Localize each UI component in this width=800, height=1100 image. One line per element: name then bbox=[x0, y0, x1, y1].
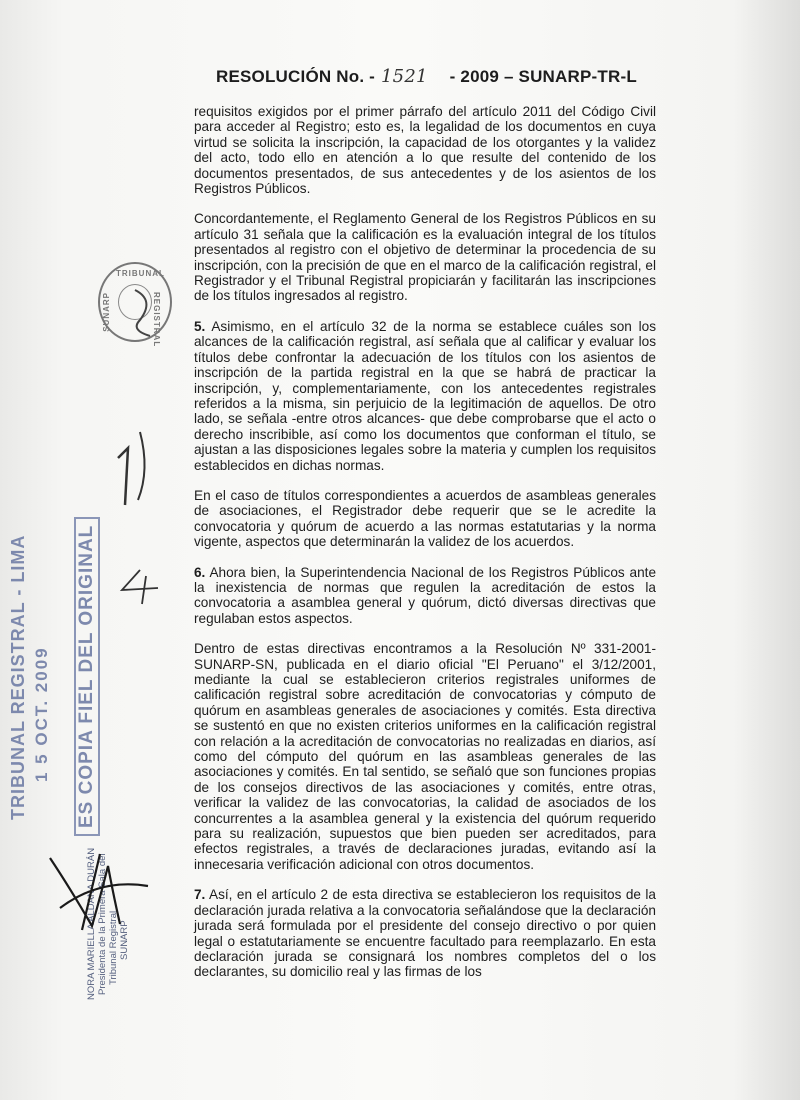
seal-text-left: SUNARP bbox=[102, 292, 111, 332]
date-stamp: 1 5 OCT. 2009 bbox=[32, 646, 51, 782]
paragraph: 5. Asimismo, en el artículo 32 de la norma se establece cuáles son los alcances de la calificación registral, así señala que al calificar y evaluar los títulos debe confrontar la adecuación de los títulos con los asientos de inscripción de la partida registral en la que se habrá de practicar la inscripción, y, complementariamente, con los antecedentes registrales referidos a la misma, sin perjuicio de la legitimación de aquellos. De otro lado, se señala -entre otros alcances- que debe comprobarse que el acto o derecho inscribible, así como los documentos que conforman el título, se ajustan a las disposiciones legales sobre la materia y cumplen los requisitos establecidos en dichas normas. bbox=[194, 318, 656, 473]
page-shadow bbox=[730, 0, 800, 1100]
seal-inner-ring bbox=[118, 284, 152, 320]
paragraph: En el caso de títulos correspondientes a acuerdos de asambleas generales de asociaciones, el Registrador debe requerir que se le acredite la convocatoria y quórum de acuerdo a las normas estatutarias y la norma vigente, aspectos que determinarán la validez de los acuerdos. bbox=[194, 487, 656, 550]
seal-text-top: TRIBUNAL bbox=[116, 269, 165, 278]
header-suffix: - 2009 – SUNARP-TR-L bbox=[449, 67, 637, 86]
seal-text-right: REGISTRAL bbox=[152, 292, 161, 348]
paragraph: Dentro de estas directivas encontramos a la Resolución Nº 331-2001-SUNARP-SN, publicada en el diario oficial "El Peruano" el 3/12/2001, mediante la cual se establecieron criterios registrales uniformes de calificación registral sobre acreditación de convocatorias y cómputo de quórum en asambleas generales de asociaciones y comités. Esta directiva se sustentó en que no existen criterios uniformes en la calificación registral con relación a la acreditación de convocatorias no realizadas en diarios, así como del cómputo del quórum en las asambleas generales de las asociaciones y comités. En tal sentido, se señaló que son funciones propias de los consejos directivos de las asociaciones y comités, entre otras, verificar la validez de las convocatorias, la calidad de asociados de los concurrentes a la asamblea general y la existencia del quórum requerido para su realización, supuestos que bien pueden ser acreditados, para efectos registrales, a través de declaraciones juradas, evitando así la innecesaria verificación adicional con otros documentos. bbox=[194, 641, 656, 872]
paragraph: 7. Así, en el artículo 2 de esta directiva se establecieron los requisitos de la declaración jurada relativa a la convocatoria señalándose que la declaración jurada será formulada por el presidente del consejo directivo o por quien legal o estatutariamente se encuentre facultado para reemplazarlo. En esta declaración jurada se consignará los nombres completos del o los declarantes, su domicilio real y las firmas de los bbox=[194, 887, 656, 980]
resolution-header bbox=[216, 66, 636, 87]
signer-org-stamp: Tribunal Registral bbox=[108, 910, 119, 985]
paragraph: Concordantemente, el Reglamento General de los Registros Públicos en su artículo 31 señala que la calificación es la evaluación integral de los títulos presentados al registro con el objetivo de determinar la procedencia de su inscripción, con la precisión de que en el marco de la calificación registral, el Registrador y el Tribunal Registral propiciarán y facilitarán las inscripciones de los títulos ingresados al registro. bbox=[194, 211, 656, 304]
tribunal-stamp: TRIBUNAL REGISTRAL - LIMA bbox=[8, 534, 28, 820]
header-prefix: RESOLUCIÓN No. - bbox=[216, 67, 376, 86]
resolution-body bbox=[194, 104, 656, 995]
signer-role-stamp: Presidenta de la Primera Sala del bbox=[97, 853, 108, 995]
paragraph: requisitos exigidos por el primer párrafo del artículo 2011 del Código Civil para acceder al Registro; esto es, la legalidad de los documentos en cuya virtud se solicita la inscripción, la capacidad de los otorgantes y la validez del acto, todo ello en atención a lo que resulte del contenido de los documentos presentados, de sus antecedentes y de los asientos de los Registros Públicos. bbox=[194, 104, 656, 197]
handwritten-resolution-number: 1521 bbox=[381, 66, 428, 87]
certified-copy-stamp: ES COPIA FIEL DEL ORIGINAL bbox=[74, 517, 100, 836]
registry-seal bbox=[98, 262, 172, 348]
signer-name-stamp: NORA MARIELLA ALDANA DURÁN bbox=[86, 847, 97, 1000]
paragraph: 6. Ahora bien, la Superintendencia Nacional de los Registros Públicos ante la inexistencia de normas que regulen la acreditación de estos la convocatoria a asamblea general y quórum, dictó diversas directivas que regulaban estos aspectos. bbox=[194, 564, 657, 626]
signer-entity-stamp: SUNARP bbox=[119, 920, 130, 960]
